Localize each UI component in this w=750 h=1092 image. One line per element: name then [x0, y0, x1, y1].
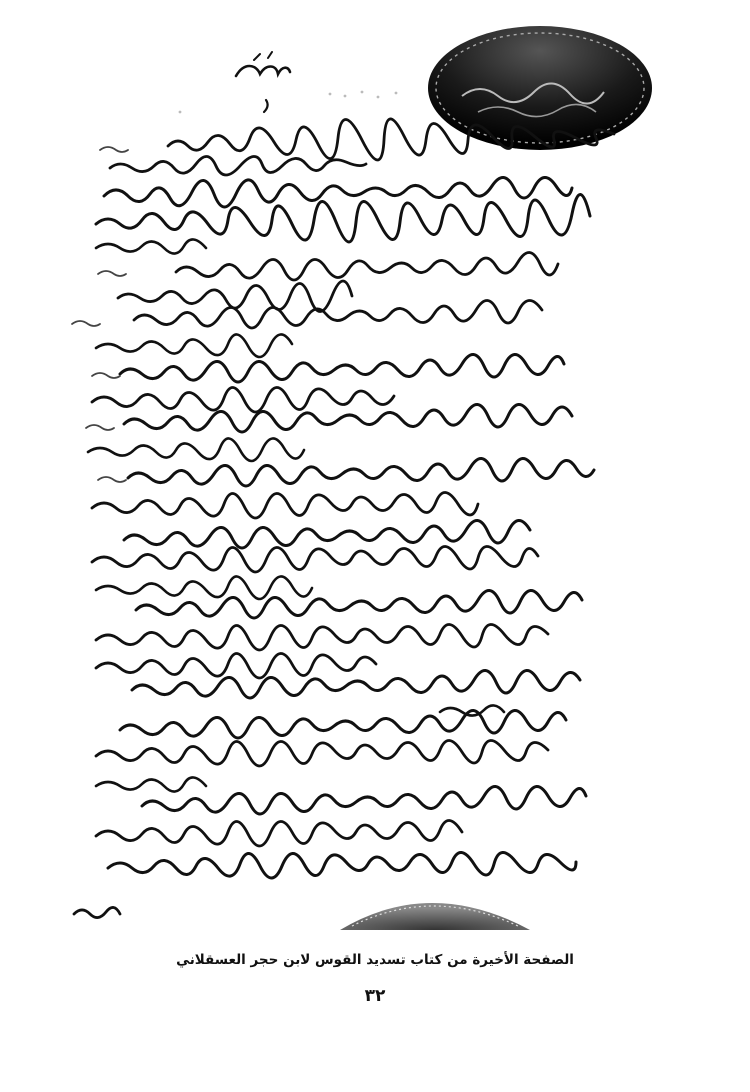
page-number: ٣٢	[364, 986, 386, 1006]
page-caption: الصفحة الأخيرة من كتاب تسديد القوس لابن حجر العسقلاني	[176, 952, 574, 968]
bottom-ornament	[340, 903, 530, 930]
manuscript-lines	[74, 119, 614, 918]
seal-ornament	[428, 26, 652, 150]
faint-marks	[179, 91, 398, 114]
heading-flourish	[236, 52, 290, 112]
margin-marks	[72, 147, 128, 482]
